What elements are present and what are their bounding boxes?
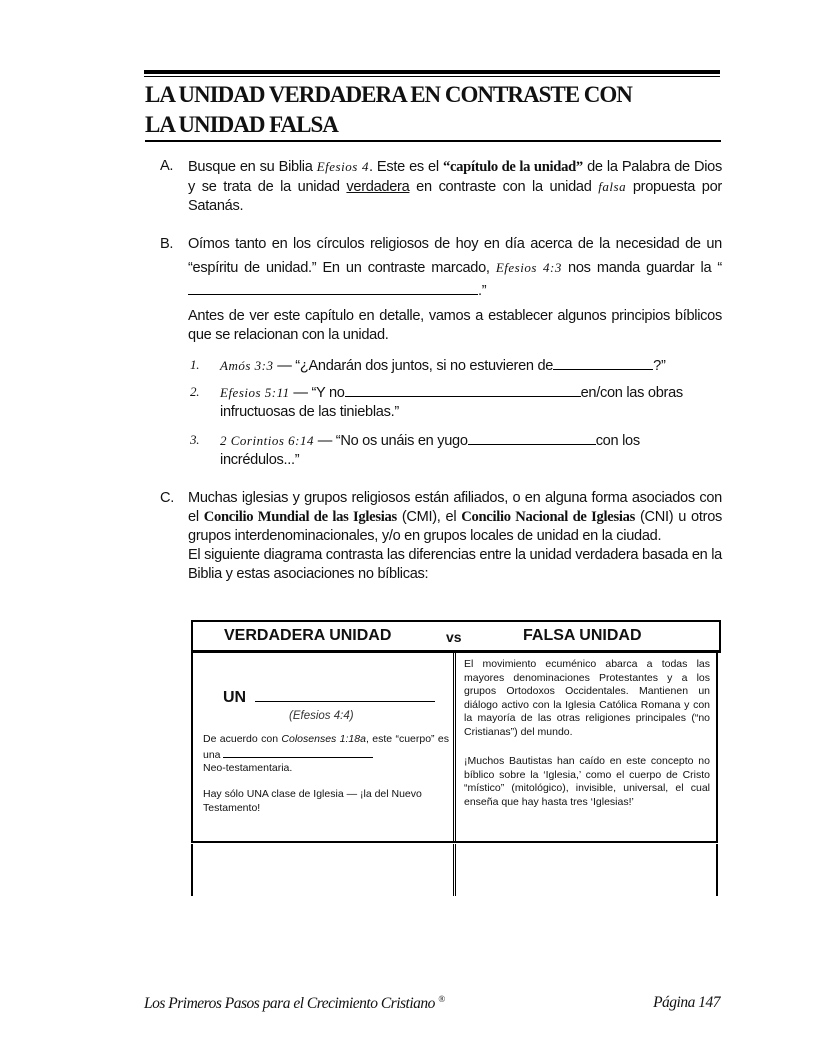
false-unity-paragraph-1: El movimiento ecuménico abarca a todas las mayores denominaciones Protestantes y a los grupos Ortodoxos Occidentales. Mantienen un diálogo activo con la Iglesia Católica Romana y con la mayoría de las otras religiones principales (“no Cristianas”) del mundo. <box>464 658 710 738</box>
section-a-text-1: Busque en su Biblia <box>188 159 317 175</box>
section-a-ref: Efesios 4 <box>316 159 369 174</box>
section-c-bold-2: Concilio Nacional de Iglesias <box>461 509 635 525</box>
un-reference: (Efesios 4:4) <box>289 710 354 722</box>
bottom-left-cell <box>191 844 456 896</box>
list-item-text-2: en/con las obras infructuosas de las tinieblas.” <box>220 385 683 420</box>
section-c-label: C. <box>160 490 174 506</box>
section-a-text-5: propuesta por Satanás. <box>188 179 722 214</box>
footer-page-number: Página 147 <box>653 994 720 1011</box>
true-unity-text-1: De acuerdo con <box>203 733 282 745</box>
un-blank[interactable] <box>255 687 435 702</box>
true-unity-cell <box>191 651 456 843</box>
list-item-ref: Efesios 5:11 <box>220 385 290 400</box>
list-item-number: 3. <box>190 432 200 447</box>
section-a-bold: “capítulo de la unidad” <box>442 159 583 175</box>
section-a-text <box>188 157 722 216</box>
list-item-blank[interactable] <box>553 355 653 370</box>
true-unity-text-2: , este “cuerpo” es una <box>203 733 449 761</box>
title-line-2: LA UNIDAD FALSA <box>145 110 721 142</box>
header-false-unity: FALSA UNIDAD <box>523 627 642 644</box>
page-title <box>145 80 721 142</box>
section-c-text-1: Muchas iglesias y grupos religiosos están afiliados, o en alguna forma asociados con el <box>188 490 722 525</box>
section-a <box>160 157 722 216</box>
footer-book-title-text: Los Primeros Pasos para el Crecimiento Cristiano <box>144 995 435 1013</box>
footer-book-title <box>144 994 445 1013</box>
section-b-ref: Efesios 4:3 <box>495 260 562 275</box>
section-b-text-2: nos manda guardar la “ <box>561 260 722 276</box>
header-vs: vs <box>446 629 462 645</box>
list-item-text-1: — “¿Andarán dos juntos, si no estuvieren de <box>273 358 554 374</box>
true-unity-text-3: Neo-testamentaria. <box>203 762 293 774</box>
list-item-ref: 2 Corintios 6:14 <box>220 433 314 448</box>
bottom-right-cell <box>453 844 718 896</box>
section-a-label: A. <box>160 158 174 174</box>
section-b-intro <box>160 307 722 345</box>
list-item <box>190 430 722 470</box>
section-b <box>160 233 722 303</box>
section-b-text-1: Oímos tanto en los círculos religiosos de hoy en día acerca de la necesidad de un “espíritu de unidad.” En un contraste marcado, <box>188 236 722 276</box>
section-b-blank[interactable] <box>188 280 478 295</box>
section-b-intro-text: Antes de ver este capítulo en detalle, vamos a establecer algunos principios bíblicos que se relacionan con la unidad. <box>188 308 722 343</box>
section-a-text-4: en contraste con la unidad <box>409 179 599 195</box>
list-item-blank[interactable] <box>468 430 596 445</box>
list-item <box>190 355 722 376</box>
top-rule-thin <box>144 76 720 77</box>
section-b-text-3: .” <box>478 283 487 299</box>
comparison-table <box>191 620 719 896</box>
section-c-text-2: (CMI), el <box>396 509 462 525</box>
section-c-bold-1: Concilio Mundial de las Iglesias <box>203 509 397 525</box>
section-a-text-2: . Este es el <box>368 159 443 175</box>
registered-mark: ® <box>438 994 445 1004</box>
list-item-ref: Amós 3:3 <box>220 358 274 373</box>
list-item-text-2: con los incrédulos...” <box>220 433 640 468</box>
list-item-text-2: ?” <box>653 358 666 374</box>
section-c <box>160 489 722 584</box>
list-item-number: 2. <box>190 384 200 399</box>
table-header <box>191 620 721 653</box>
title-line-1: LA UNIDAD VERDADERA EN CONTRASTE CON <box>145 82 632 107</box>
list-item-number: 1. <box>190 357 200 372</box>
section-c-text-3: (CNI) u otros grupos interdenominacionales, y/o en grupos locales de unidad en la ciudad. <box>188 509 723 544</box>
top-rule-thick <box>144 70 720 74</box>
body-blank[interactable] <box>223 747 373 758</box>
section-b-text <box>188 233 722 303</box>
list-item-text-1: — “Y no <box>289 385 345 401</box>
section-c-text <box>188 489 722 546</box>
section-a-text-3: de la Palabra de Dios y se trata de la unidad <box>188 159 722 195</box>
false-unity-paragraph-2: ¡Muchos Bautistas han caído en este concepto no bíblico sobre la ‘Iglesia,’ como el cuerpo de Cristo “místico” (mitológico), invisible, universal, el cual enseña que hay hasta tres ‘Iglesias!’ <box>464 755 710 808</box>
true-unity-paragraph-1 <box>203 733 449 776</box>
list-item-blank[interactable] <box>345 382 581 397</box>
header-true-unity: VERDADERA UNIDAD <box>224 627 392 644</box>
true-unity-paragraph-2: Hay sólo UNA clase de Iglesia — ¡la del Nuevo Testamento! <box>203 788 422 814</box>
section-b-label: B. <box>160 236 174 252</box>
section-a-underlined: verdadera <box>346 179 410 195</box>
section-a-italic: falsa <box>598 179 627 194</box>
list-item-text-1: — “No os unáis en yugo <box>313 433 468 449</box>
un-label: UN <box>223 689 247 706</box>
false-unity-cell <box>453 651 718 843</box>
true-unity-ref: Colosenses 1:18a <box>281 733 366 745</box>
list-item <box>190 382 722 422</box>
section-c-text-4: El siguiente diagrama contrasta las diferencias entre la unidad verdadera basada en la Biblia y estas asociaciones no bíblicas: <box>188 547 722 582</box>
